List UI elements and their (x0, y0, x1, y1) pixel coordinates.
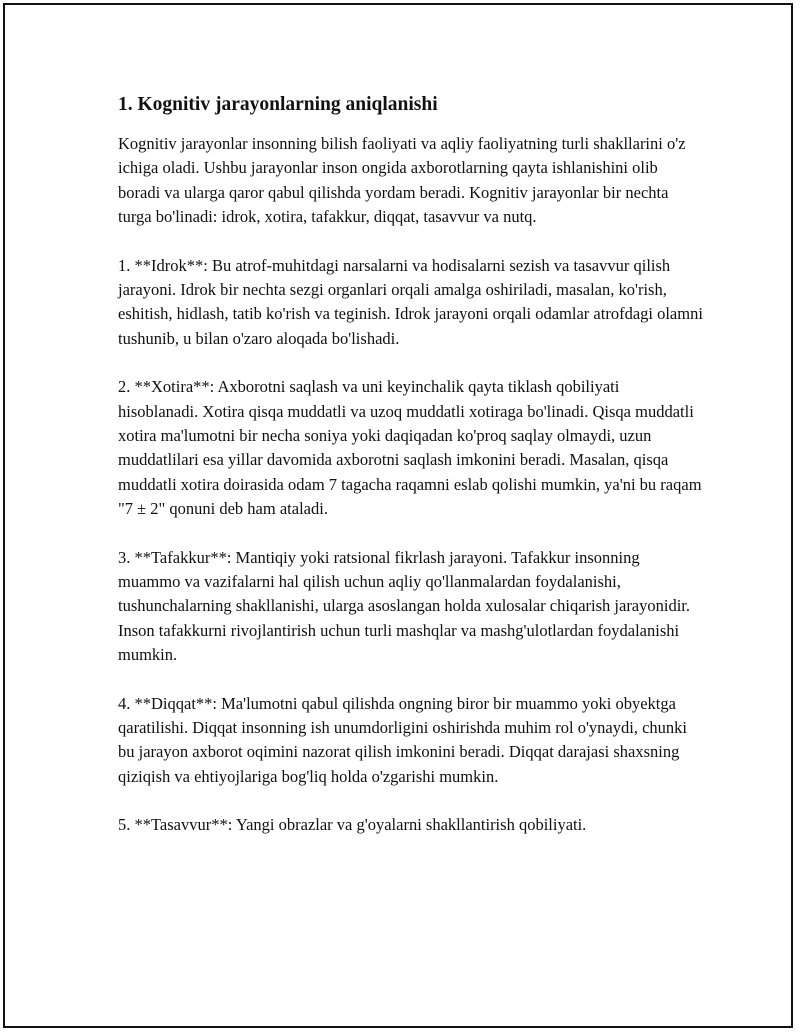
tasavvur-paragraph: 5. **Tasavvur**: Yangi obrazlar va g'oyalarni shakllantirish qobiliyati. (118, 815, 587, 835)
diqqat-paragraph: 4. **Diqqat**: Ma'lumotni qabul qilishda ongning biror bir muammo yoki obyektga qaratilishi. Diqqat insonning ish unumdorligini oshirishda muhim rol o'ynaydi, chunki bu jarayon axborot oqimini nazorat qilish imkonini beradi. Diqqat darajasi shaxsning qiziqish va ehtiyojlariga bog'liq holda o'zgarishi mumkin. (118, 693, 687, 786)
document-body (118, 92, 703, 838)
idrok-paragraph: 1. **Idrok**: Bu atrof-muhitdagi narsalarni va hodisalarni sezish va tasavvur qilish jarayoni. Idrok bir nechta sezgi organlari orqali amalga oshiriladi, masalan, ko'rish, eshitish, hidlash, tatib ko'rish va teginish. Idrok jarayoni orqali odamlar atrofdagi olamni tushunib, u bilan o'zaro aloqada bo'lishadi. (118, 255, 703, 348)
xotira-paragraph: 2. **Xotira**: Axborotni saqlash va uni keyinchalik qayta tiklash qobiliyati hisoblanadi. Xotira qisqa muddatli va uzoq muddatli xotiraga bo'linadi. Qisqa muddatli xotira ma'lumotni bir necha soniya yoki daqiqadan ko'proq saqlay olmaydi, uzun muddatlilari esa yillar davomida axborotni saqlash imkonini beradi. Masalan, qisqa muddatli xotira doirasida odam 7 tagacha raqamni eslab qolishi mumkin, ya'ni bu raqam "7 ± 2" qonuni deb ham ataladi. (118, 377, 702, 518)
tafakkur-paragraph: 3. **Tafakkur**: Mantiqiy yoki ratsional fikrlash jarayoni. Tafakkur insonning muammo va vazifalarni hal qilish uchun aqliy qo'llanmalardan foydalanishi, tushunchalarning shakllanishi, ularga asoslangan holda xulosalar chiqarish jarayonidir. Inson tafakkurni rivojlantirish uchun turli mashqlar va mashg'ulotlardan foydalanishi mumkin. (118, 547, 691, 664)
document-heading: 1. Kognitiv jarayonlarning aniqlanishi (118, 94, 438, 115)
intro-paragraph: Kognitiv jarayonlar insonning bilish faoliyati va aqliy faoliyatning turli shakllarini o'z ichiga oladi. Ushbu jarayonlar inson ongida axborotlarning qayta ishlanishini olib boradi va ularga qaror qabul qilishda yordam beradi. Kognitiv jarayonlar bir nechta turga bo'linadi: idrok, xotira, tafakkur, diqqat, tasavvur va nutq. (118, 134, 686, 226)
